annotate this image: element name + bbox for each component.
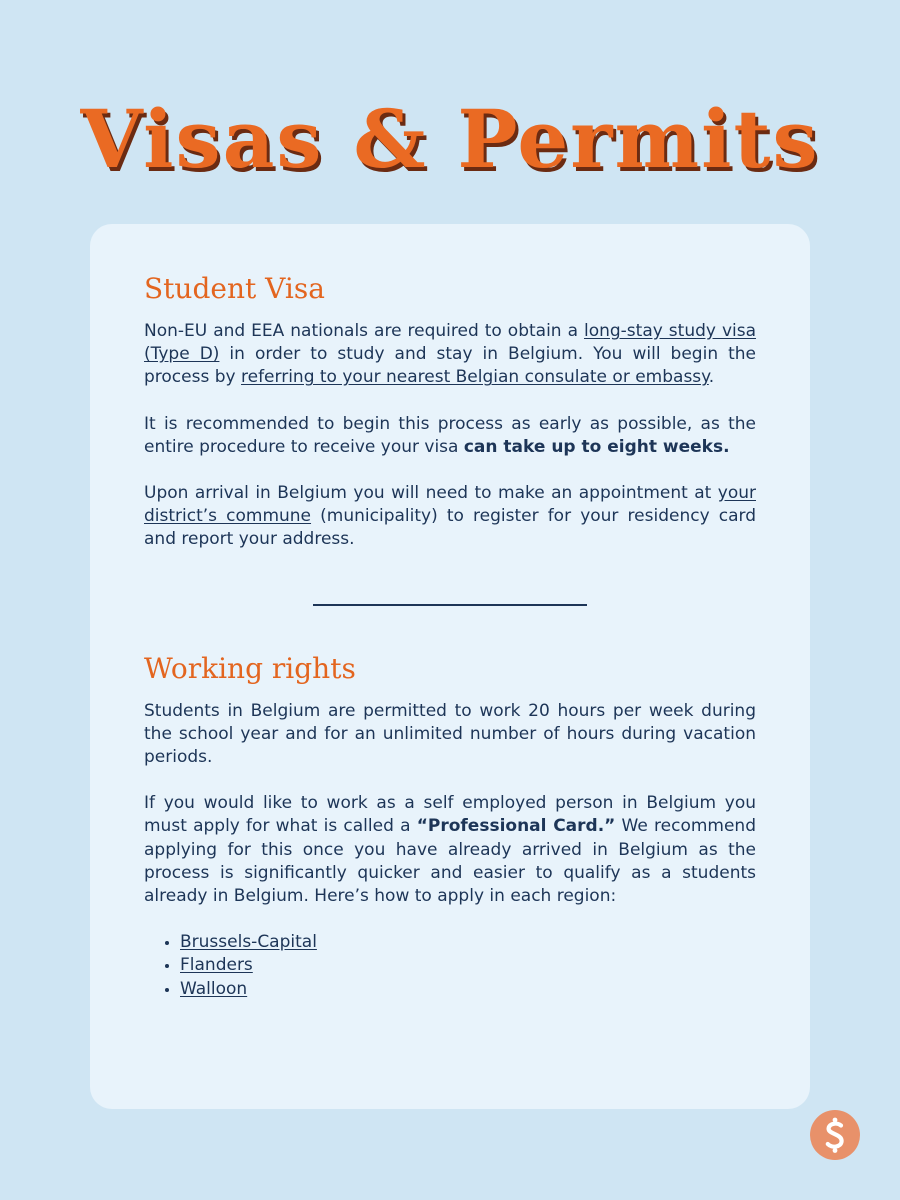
page-title: Visas & Permits — [80, 92, 820, 186]
list-item — [180, 978, 756, 1001]
text: We recommend applying for this once you have already arrived in Belgium as the process is significantly quicker and easier to qualify as a students already in Belgium. Here’s how to apply in each region: — [144, 816, 757, 907]
section-divider — [313, 604, 587, 606]
text: It is recommended to begin this process as early as possible, as the entire procedure to receive your visa — [144, 413, 756, 457]
text: in order to study and stay in Belgium. You will begin the process by — [144, 344, 756, 388]
list-item — [180, 931, 756, 954]
content — [144, 268, 756, 1001]
student-visa-paragraph-2 — [144, 413, 756, 459]
working-rights-heading: Working rights — [144, 651, 356, 685]
consulate-link[interactable]: referring to your nearest Belgian consulate or embassy — [241, 367, 709, 388]
text: Upon arrival in Belgium you will need to make an appointment at — [144, 483, 718, 504]
walloon-link[interactable]: Walloon — [180, 978, 248, 999]
text: If you would like to work as a self employed person in Belgium you must apply for what is called a — [144, 793, 756, 837]
commune-link[interactable]: your district’s commune — [144, 483, 756, 527]
working-rights-paragraph-2 — [144, 792, 756, 908]
working-rights-paragraph-1: Students in Belgium are permitted to work 20 hours per week during the school year and for an unlimited number of hours during vacation periods. — [144, 700, 756, 768]
brussels-capital-link[interactable]: Brussels-Capital — [180, 932, 317, 953]
bold-text: can take up to eight weeks. — [463, 436, 730, 457]
student-visa-paragraph-3 — [144, 482, 756, 552]
text: (municipality) to register for your residency card and report your address. — [144, 506, 756, 550]
s-logo-glyph — [810, 1110, 860, 1160]
working-rights-section — [144, 648, 756, 1001]
student-visa-heading: Student Visa — [144, 272, 325, 305]
s-logo-icon — [810, 1110, 860, 1160]
study-visa-link[interactable]: long-stay study visa (Type D) — [144, 321, 757, 365]
text: . — [708, 367, 715, 388]
student-visa-section — [144, 268, 756, 552]
list-item — [180, 954, 756, 977]
student-visa-paragraph-1 — [144, 320, 756, 390]
bold-text: “Professional Card.” — [416, 816, 616, 837]
flanders-link[interactable]: Flanders — [180, 955, 253, 976]
regions-list — [144, 931, 756, 1001]
text: Non-EU and EEA nationals are required to obtain a — [144, 321, 584, 341]
